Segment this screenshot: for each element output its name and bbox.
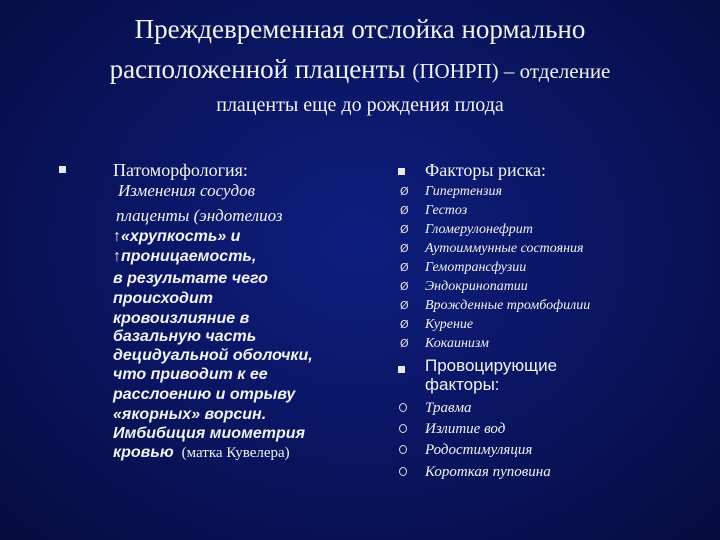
slide-title-line-3: плаценты еще до рождения плода (216, 94, 504, 116)
risk-factor-label: Эндокринопатии (425, 279, 528, 294)
left-last-line (113, 444, 290, 462)
arrow-bullet-icon: Ø (400, 204, 409, 217)
risk-factor-label: Курение (425, 317, 474, 332)
left-line: Изменения сосудов (118, 181, 255, 200)
circle-bullet-icon (399, 445, 407, 454)
arrow-bullet-icon: Ø (400, 261, 409, 274)
provoking-factor-label: Родостимуляция (425, 442, 533, 458)
risk-factor-label: Аутоиммунные состояния (425, 241, 584, 256)
left-line: «якорных» ворсин. (113, 406, 267, 423)
left-line: децидуальной оболочки, (113, 347, 313, 364)
arrow-bullet-icon: Ø (400, 337, 409, 350)
left-line: Имбибиция миометрия (113, 425, 305, 442)
left-line: кровью (113, 444, 174, 461)
pathomorphology-heading: Патоморфология: (113, 160, 248, 180)
arrow-bullet-icon: Ø (400, 318, 409, 331)
provoking-heading-line: Провоцирующие (425, 356, 558, 375)
risk-factor-label: Гломерулонефрит (425, 222, 533, 237)
provoking-factor-label: Излитие вод (425, 421, 506, 437)
slide-title-line-1: Преждевременная отслойка нормально (134, 14, 586, 44)
provoking-factor-label: Короткая пуповина (425, 464, 551, 480)
risk-factor-label: Кокаинизм (425, 336, 489, 351)
left-line: происходит (113, 290, 213, 307)
risk-factor-label: Врожденные тромбофилии (425, 298, 591, 313)
left-line: кровоизлияние в (113, 310, 250, 327)
square-bullet-icon (398, 168, 405, 175)
risk-factors-heading: Факторы риска: (425, 160, 547, 180)
uterus-couvelaire-note: (матка Кувелера) (181, 445, 290, 461)
provoking-factors-heading (425, 356, 557, 394)
risk-factor-label: Гестоз (425, 203, 468, 218)
square-bullet-icon (398, 366, 405, 373)
circle-bullet-icon (399, 403, 407, 412)
arrow-bullet-icon: Ø (400, 280, 409, 293)
left-line: что приводит к ее (113, 366, 268, 383)
left-line: плаценты (эндотелиоз (116, 206, 283, 225)
arrow-bullet-icon: Ø (400, 185, 409, 198)
square-bullet-icon (59, 166, 66, 173)
left-line: ↑проницаемость, (113, 248, 257, 265)
circle-bullet-icon (399, 467, 407, 476)
arrow-bullet-icon: Ø (400, 223, 409, 236)
left-line: ↑«хрупкость» и (113, 228, 241, 245)
title-main: расположенной плаценты (109, 54, 406, 84)
provoking-factor-label: Травма (425, 400, 472, 416)
provoking-heading-line: факторы: (425, 375, 500, 394)
left-line: в результате чего (113, 270, 268, 287)
slide-title-line-2 (0, 54, 720, 85)
risk-factor-label: Гипертензия (425, 184, 502, 199)
circle-bullet-icon (399, 424, 407, 433)
risk-factor-label: Гемотрансфузии (425, 260, 527, 275)
arrow-bullet-icon: Ø (400, 242, 409, 255)
left-line: базальную часть (113, 328, 257, 345)
title-small: (ПОНРП) – отделение (412, 59, 611, 83)
left-line: расслоению и отрыву (113, 386, 296, 403)
arrow-bullet-icon: Ø (400, 299, 409, 312)
